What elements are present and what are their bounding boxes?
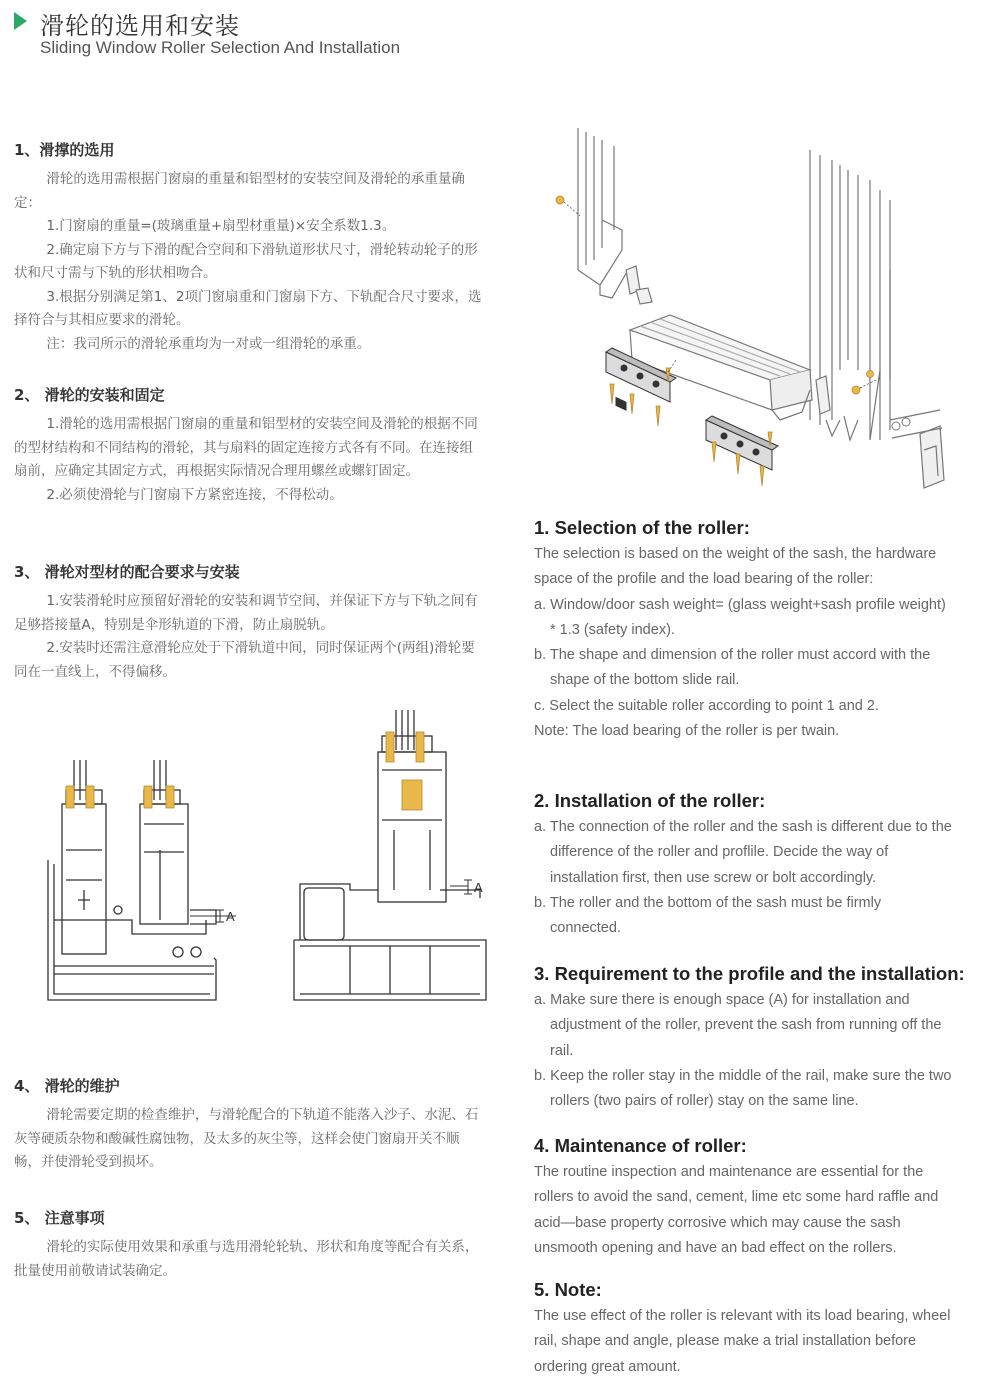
en-section-3 xyxy=(534,962,994,1114)
section-drawing-left xyxy=(40,760,250,1005)
page-title: 滑轮的选用和安装 xyxy=(40,12,240,40)
cn-s1-p3: 2.确定扇下方与下滑的配合空间和下滑轨道形状尺寸，滑轮转动轮子的形状和尺寸需与下轨的形状相吻合。 xyxy=(14,241,478,281)
dimension-label-a: A xyxy=(226,909,235,924)
cn-section-3 xyxy=(14,562,484,684)
cn-s2-p1: 1.滑轮的选用需根据门窗扇的重量和铝型材的安装空间及滑轮的根据不同的型材结构和不同结构的滑轮，其与扇料的固定连接方式各有不同。在连接组扇前，应确定其固定方式，再根据实际情况合理用螺丝或螺钉固定。 xyxy=(14,416,478,479)
roller-1 xyxy=(606,348,676,410)
header-arrow-icon xyxy=(14,12,27,30)
cn-s5-p1: 滑轮的实际使用效果和承重与选用滑轮轮轨、形状和角度等配合有关系，批量使用前敬请试装确定。 xyxy=(14,1239,479,1279)
en-s1-c: c. Select the suitable roller according to point 1 and 2. xyxy=(534,697,879,714)
en-s5-p1: The use effect of the roller is relevant with its load bearing, wheel rail, shape and angle, please make a trial installation before ordering great amount. xyxy=(534,1308,951,1375)
cn-section-1 xyxy=(14,140,484,356)
en-section-1 xyxy=(534,516,952,744)
cn-s4-p1: 滑轮需要定期的检查维护，与滑轮配合的下轨道不能落入沙子、水泥、石灰等硬质杂物和酸碱性腐蚀物，及太多的灰尘等，这样会使门窗扇开关不顺畅，并使滑轮受到损坏。 xyxy=(14,1107,479,1170)
cn-s1-p4: 3.根据分别满足第1、2项门窗扇重和门窗扇下方、下轨配合尺寸要求，选择符合与其相应要求的滑轮。 xyxy=(14,288,482,328)
en-s1-heading: 1. Selection of the roller: xyxy=(534,517,750,538)
cn-s2-heading: 2、 滑轮的安装和固定 xyxy=(14,386,165,404)
roller-installation-illustration xyxy=(540,120,980,510)
cn-s3-p2: 2.安装时还需注意滑轮应处于下滑轨道中间，同时保证两个(两组)滑轮要同在一直线上，不得偏移。 xyxy=(14,640,475,680)
cn-s3-heading: 3、 滑轮对型材的配合要求与安装 xyxy=(14,563,240,581)
cn-section-4 xyxy=(14,1076,484,1175)
cn-section-5 xyxy=(14,1208,484,1283)
en-s3-a: a. Make sure there is enough space (A) for installation and adjustment of the roller, prevent the sash from running off the rail. xyxy=(534,992,942,1059)
roller-2 xyxy=(706,416,778,470)
cn-s4-heading: 4、 滑轮的维护 xyxy=(14,1077,120,1095)
en-s4-heading: 4. Maintenance of roller: xyxy=(534,1135,747,1156)
cn-s3-p1: 1.安装滑轮时应预留好滑轮的安装和调节空间，并保证下方与下轨之间有足够搭接量A，特别是伞形轨道的下滑，防止扇脱轨。 xyxy=(14,593,478,633)
en-s2-a: a. The connection of the roller and the sash is different due to the difference of the roller and proflile. Decide the way of installation first, then use screw or bolt accordingly. xyxy=(534,819,952,886)
cn-s1-p2: 1.门窗扇的重量=(玻璃重量+扇型材重量)×安全系数1.3。 xyxy=(46,218,396,234)
cn-s1-p5: 注：我司所示的滑轮承重均为一对或一组滑轮的承重。 xyxy=(46,335,371,352)
cn-s1-heading: 1、滑撑的选用 xyxy=(14,141,115,159)
en-s4-p1: The routine inspection and maintenance are essential for the rollers to avoid the sand, cement, lime etc some hard raffle and acid—base property corrosive which may cause the sash unsmooth opening and have an bad effect on the rollers. xyxy=(534,1164,939,1256)
cn-s1-p1: 滑轮的选用需根据门窗扇的重量和铝型材的安装空间及滑轮的承重量确定： xyxy=(14,171,465,211)
en-section-4 xyxy=(534,1134,952,1261)
cn-s2-p2: 2.必须使滑轮与门窗扇下方紧密连接，不得松动。 xyxy=(46,486,343,503)
en-s1-b: b. The shape and dimension of the roller must accord with the shape of the bottom slide rail. xyxy=(534,647,931,689)
dimension-label-a: A xyxy=(474,880,483,895)
en-s3-heading: 3. Requirement to the profile and the installation: xyxy=(534,963,965,984)
en-s1-a: a. Window/door sash weight= (glass weight+sash profile weight) * 1.3 (safety index). xyxy=(534,596,946,638)
section-drawing-right xyxy=(290,710,500,1005)
cn-section-2 xyxy=(14,385,484,507)
cn-s5-heading: 5、 注意事项 xyxy=(14,1209,105,1227)
en-s1-note: Note: The load bearing of the roller is per twain. xyxy=(534,723,840,740)
en-s5-heading: 5. Note: xyxy=(534,1279,602,1300)
en-s3-b: b. Keep the roller stay in the middle of the rail, make sure the two rollers (two pairs of roller) stay on the same line. xyxy=(534,1067,952,1110)
en-s1-p1: The selection is based on the weight of the sash, the hardware space of the profile and the load bearing of the roller: xyxy=(534,546,937,588)
en-section-5 xyxy=(534,1278,952,1380)
en-section-2 xyxy=(534,789,952,941)
en-s2-b: b. The roller and the bottom of the sash must be firmly connected. xyxy=(534,894,882,937)
en-s2-heading: 2. Installation of the roller: xyxy=(534,790,766,811)
page-subtitle: Sliding Window Roller Selection And Installation xyxy=(40,38,401,57)
